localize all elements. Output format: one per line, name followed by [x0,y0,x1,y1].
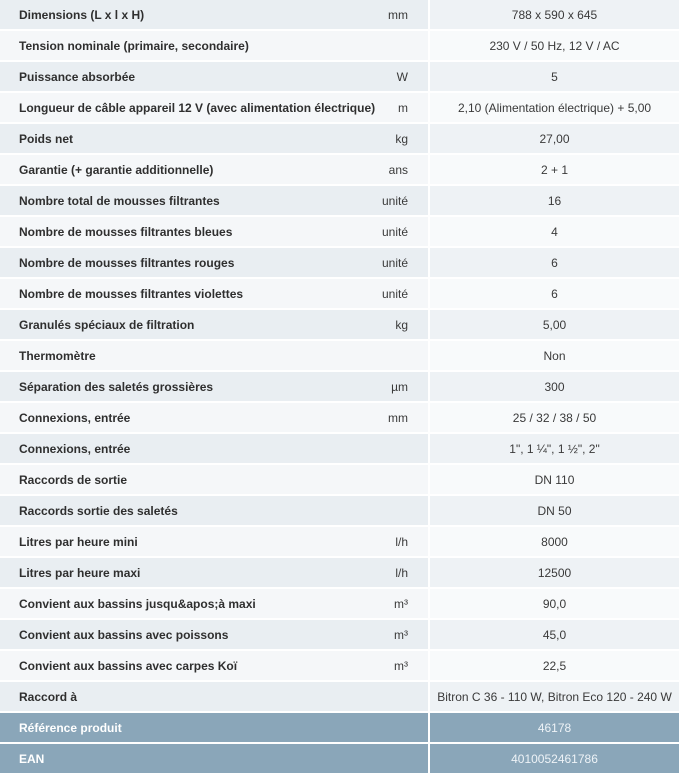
spec-unit: l/h [377,527,430,558]
spec-unit [377,31,430,62]
spec-value: Non [430,341,679,372]
spec-unit: mm [377,403,430,434]
spec-unit: µm [377,372,430,403]
spec-value: 46178 [430,713,679,744]
spec-value: 22,5 [430,651,679,682]
spec-unit: unité [377,279,430,310]
spec-row [0,372,679,403]
spec-value: 90,0 [430,589,679,620]
spec-value: 27,00 [430,124,679,155]
spec-label: Convient aux bassins avec carpes Koï [0,651,377,682]
spec-row [0,620,679,651]
spec-row [0,93,679,124]
spec-value: 788 x 590 x 645 [430,0,679,31]
spec-row [0,589,679,620]
spec-row [0,527,679,558]
spec-label: Nombre de mousses filtrantes bleues [0,217,377,248]
spec-label: Longueur de câble appareil 12 V (avec alimentation électrique) [0,93,377,124]
spec-value: Bitron C 36 - 110 W, Bitron Eco 120 - 240 W [430,682,679,713]
spec-unit: ans [377,155,430,186]
spec-label: Granulés spéciaux de filtration [0,310,377,341]
spec-label: Référence produit [0,713,377,744]
spec-value: 5,00 [430,310,679,341]
spec-unit [377,744,430,773]
spec-unit [377,496,430,527]
highlight-row [0,744,679,773]
spec-row [0,62,679,93]
spec-row [0,682,679,713]
spec-unit: unité [377,248,430,279]
spec-label: Nombre de mousses filtrantes rouges [0,248,377,279]
spec-value: 8000 [430,527,679,558]
spec-row [0,558,679,589]
spec-label: Connexions, entrée [0,403,377,434]
spec-row [0,279,679,310]
spec-row [0,31,679,62]
highlight-row [0,713,679,744]
spec-value: 45,0 [430,620,679,651]
spec-unit [377,713,430,744]
spec-value: 4010052461786 [430,744,679,773]
spec-unit: m³ [377,651,430,682]
spec-unit: l/h [377,558,430,589]
spec-value: 6 [430,248,679,279]
spec-value: 5 [430,62,679,93]
spec-row [0,434,679,465]
spec-label: Poids net [0,124,377,155]
spec-row [0,310,679,341]
spec-label: Convient aux bassins avec poissons [0,620,377,651]
spec-label: Litres par heure maxi [0,558,377,589]
spec-label: Raccord à [0,682,377,713]
spec-row [0,0,679,31]
spec-label: Puissance absorbée [0,62,377,93]
spec-label: Nombre total de mousses filtrantes [0,186,377,217]
spec-value: DN 110 [430,465,679,496]
spec-value: 4 [430,217,679,248]
spec-label: Raccords de sortie [0,465,377,496]
spec-row [0,403,679,434]
spec-row [0,155,679,186]
spec-unit [377,434,430,465]
spec-unit [377,465,430,496]
spec-unit: m³ [377,620,430,651]
spec-unit: m³ [377,589,430,620]
spec-unit: kg [377,124,430,155]
spec-unit: unité [377,217,430,248]
spec-value: 230 V / 50 Hz, 12 V / AC [430,31,679,62]
spec-row [0,217,679,248]
spec-unit: unité [377,186,430,217]
spec-row [0,496,679,527]
spec-value: 12500 [430,558,679,589]
spec-value: 1", 1 ¼", 1 ½", 2" [430,434,679,465]
spec-unit: mm [377,0,430,31]
spec-label: Tension nominale (primaire, secondaire) [0,31,377,62]
spec-label: Nombre de mousses filtrantes violettes [0,279,377,310]
spec-unit: kg [377,310,430,341]
spec-unit [377,341,430,372]
spec-row [0,186,679,217]
spec-label: Convient aux bassins jusqu&apos;à maxi [0,589,377,620]
spec-value: 300 [430,372,679,403]
spec-label: Séparation des saletés grossières [0,372,377,403]
spec-label: Litres par heure mini [0,527,377,558]
spec-value: 2,10 (Alimentation électrique) + 5,00 [430,93,679,124]
spec-value: 25 / 32 / 38 / 50 [430,403,679,434]
spec-value: DN 50 [430,496,679,527]
spec-unit: W [377,62,430,93]
spec-label: Raccords sortie des saletés [0,496,377,527]
spec-row [0,248,679,279]
spec-label: EAN [0,744,377,773]
spec-value: 2 + 1 [430,155,679,186]
spec-label: Thermomètre [0,341,377,372]
spec-label: Garantie (+ garantie additionnelle) [0,155,377,186]
spec-unit [377,682,430,713]
spec-row [0,341,679,372]
spec-row [0,651,679,682]
spec-row [0,465,679,496]
spec-value: 6 [430,279,679,310]
spec-row [0,124,679,155]
spec-label: Connexions, entrée [0,434,377,465]
spec-value: 16 [430,186,679,217]
spec-label: Dimensions (L x l x H) [0,0,377,31]
spec-unit: m [377,93,430,124]
